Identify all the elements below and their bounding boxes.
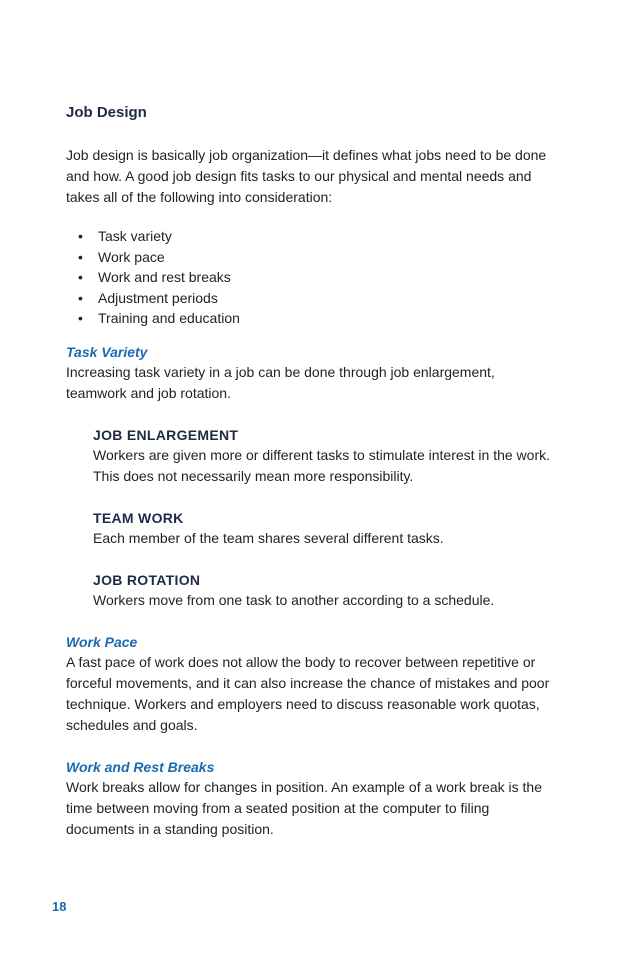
list-item-label: Adjustment periods [98,289,218,306]
subsection-job-enlargement [93,425,556,487]
bullet-icon: • [78,310,83,327]
work-pace-paragraph: A fast pace of work does not allow the body to recover between repetitive or forceful movements, and it can also increase the chance of mistakes and poor technique. Workers and employers need to discuss reasonable work quotas, schedules and goals. [66,653,550,733]
section-title-task-variety: Task Variety [66,343,148,360]
list-item [78,308,556,329]
bullet-icon: • [78,248,83,265]
page-number: 18 [52,899,67,914]
list-item [78,288,556,309]
subsection-title-job-enlargement: JOB ENLARGEMENT [93,426,239,443]
section-title-work-pace: Work Pace [66,633,138,650]
list-item [78,247,556,268]
section-title-rest-breaks: Work and Rest Breaks [66,758,215,775]
subsection-job-rotation [93,570,556,611]
subsection-team-work [93,508,556,549]
page-title: Job Design [66,104,147,121]
list-item-label: Training and education [98,310,240,327]
subsection-title-job-rotation: JOB ROTATION [93,571,201,588]
subsection-title-team-work: TEAM WORK [93,509,184,526]
list-item [78,267,556,288]
list-item-label: Work and rest breaks [98,269,231,286]
task-variety-paragraph: Increasing task variety in a job can be done through job enlargement, teamwork and job rotation. [66,363,495,401]
list-item-label: Work pace [98,248,165,265]
rest-breaks-paragraph: Work breaks allow for changes in position. An example of a work break is the time between moving from a seated position at the computer to filing documents in a standing position. [66,778,542,837]
job-enlargement-paragraph: Workers are given more or different tasks to stimulate interest in the work. This does not necessarily mean more responsibility. [93,446,551,484]
intro-paragraph: Job design is basically job organization—it defines what jobs need to be done and how. A good job design fits tasks to our physical and mental needs and takes all of the following into consideration: [66,147,547,205]
list-item-label: Task variety [98,228,172,244]
bullet-icon: • [78,269,83,286]
bullet-icon: • [78,228,83,244]
bullet-icon: • [78,289,83,306]
job-rotation-paragraph: Workers move from one task to another according to a schedule. [93,591,495,608]
consideration-list [66,226,556,329]
page-content [66,103,556,840]
team-work-paragraph: Each member of the team shares several different tasks. [93,529,444,546]
list-item [78,226,556,247]
